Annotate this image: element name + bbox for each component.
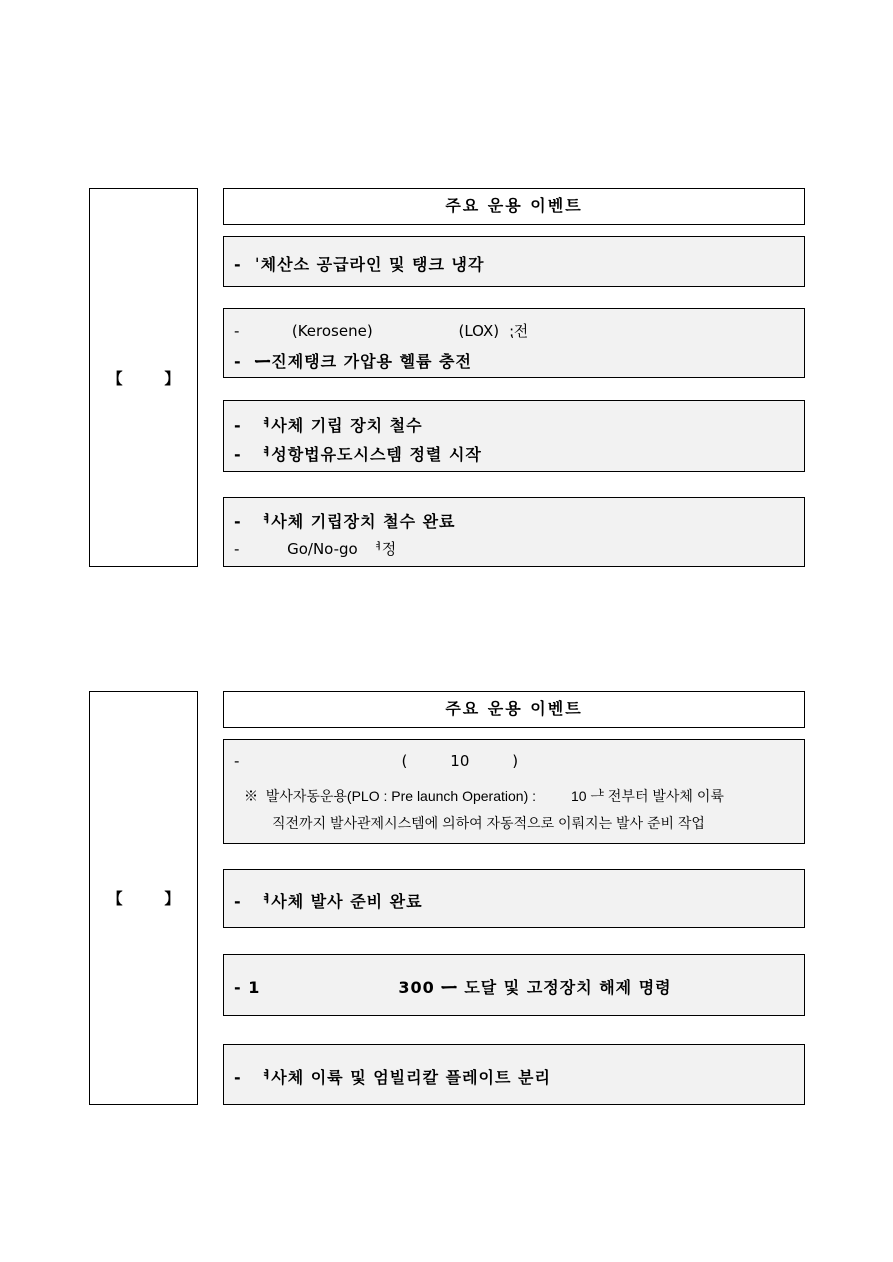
section-2-phase-box	[89, 691, 198, 1105]
event-line: - 1 300 ᆖ 도달 및 고정장치 해제 명령	[234, 978, 672, 997]
section-1-phase-label: 【 】	[107, 369, 180, 387]
section-1-event-box-4	[223, 497, 805, 567]
event-line: - ( 10 )	[234, 752, 519, 770]
section-1-event-box-3	[223, 400, 805, 472]
section-1-event-box-2	[223, 308, 805, 378]
plo-note-line-1: ※ 발사자동운용(PLO : Pre launch Operation) : 10 ᆣ 전부터 발사체 이륙	[244, 788, 724, 804]
plo-note-line-2: 직전까지 발사관제시스템에 의하여 자동적으로 이뤄지는 발사 준비 작업	[272, 815, 705, 831]
section-2-event-box-4	[223, 1044, 805, 1105]
event-line: - Go/No-go ᅧ정	[234, 540, 397, 558]
event-line: - ˈ체산소 공급라인 및 탱크 냉각	[234, 255, 485, 274]
event-line: - ᅧ사체 발사 준비 완료	[234, 892, 423, 911]
event-line: - ᅧ사체 기립 장치 철수	[234, 416, 423, 435]
event-line: - ᅧ성항법유도시스템 정렬 시작	[234, 445, 482, 464]
event-line: - ᅧ사체 기립장치 철수 완료	[234, 512, 456, 531]
section-2-event-box-2	[223, 869, 805, 928]
section-1-header: 주요 운용 이벤트	[223, 188, 805, 225]
event-line: - ᅧ사체 이륙 및 엄빌리칼 플레이트 분리	[234, 1068, 551, 1087]
section-1-phase-box	[89, 188, 198, 567]
section-2-header: 주요 운용 이벤트	[223, 691, 805, 728]
event-line: - ᆖ진제탱크 가압용 헬륨 충전	[234, 352, 472, 371]
section-2-phase-label: 【 】	[107, 889, 180, 908]
event-line: - (Kerosene) (LOX) ⁏전	[234, 322, 529, 340]
section-2-event-box-1	[223, 739, 805, 844]
section-2-event-box-3	[223, 954, 805, 1016]
section-1-event-box-1	[223, 236, 805, 287]
